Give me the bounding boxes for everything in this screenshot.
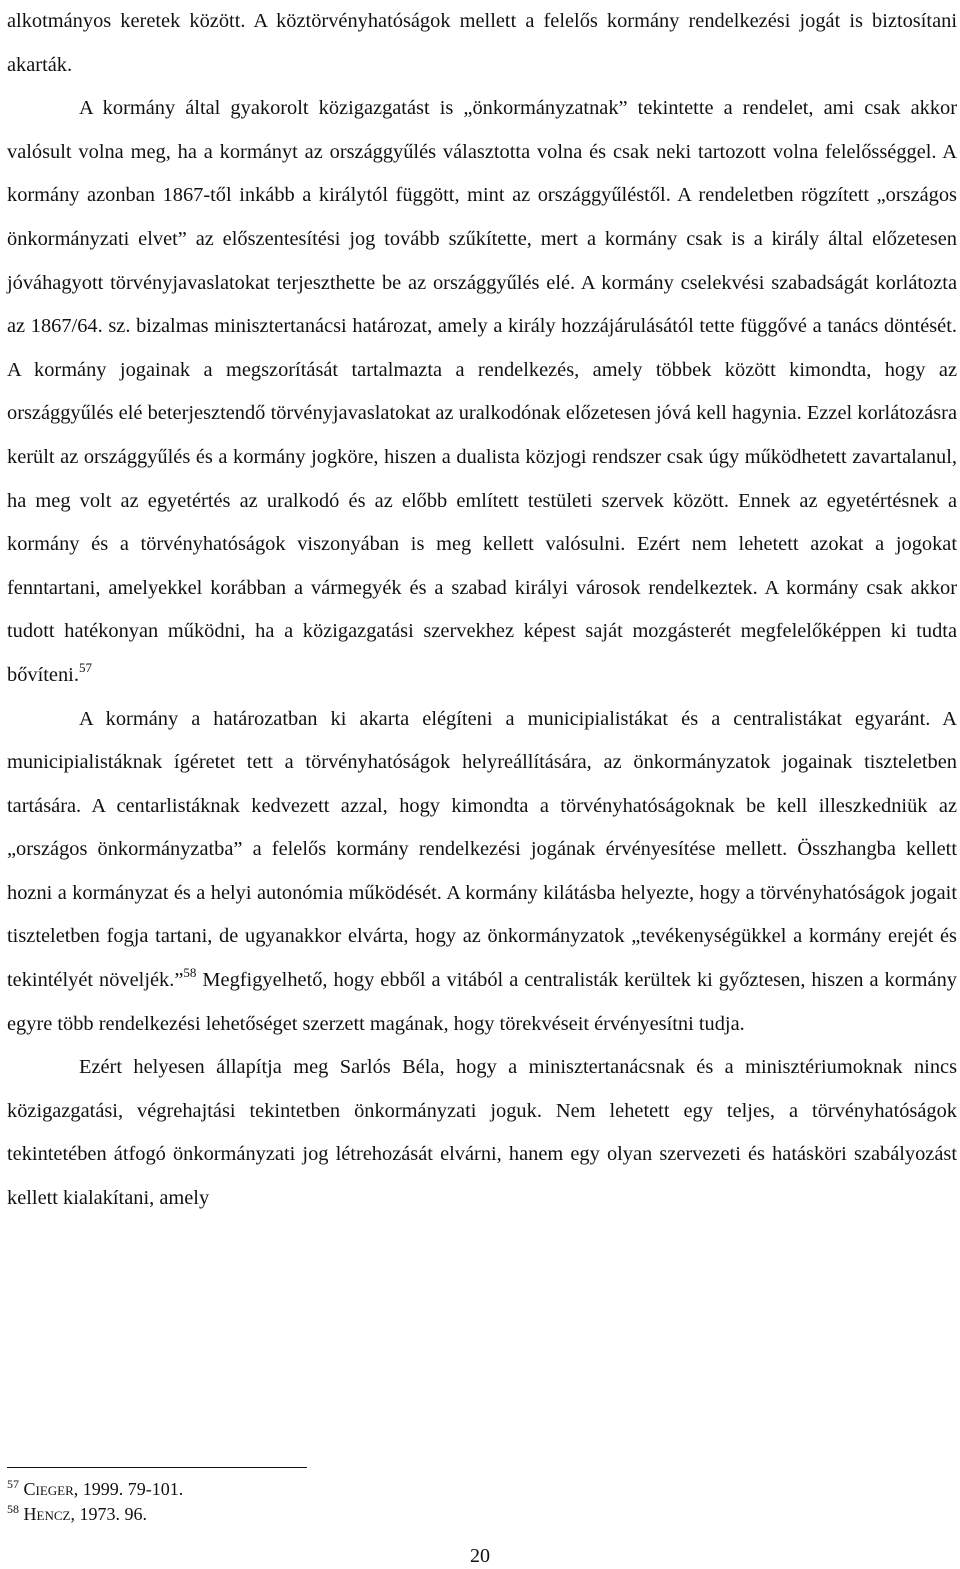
- footnote-number: 57: [7, 1477, 19, 1491]
- paragraph-text: A kormány által gyakorolt közigazgatást is „önkormányzatnak” tekintette a rendelet, ami csak akkor valósult volna meg, ha a kormányt az országgyűlés választotta volna és csak neki tartozott volna felelősséggel. A kormány azonban 1867-től inkább a királytól függött, mint az országgyűléstől. A rendeletben rögzített „országos önkormányzati elvet” az előszentesítési jog tovább szűkítette, mert a kormány csak is a király által előzetesen jóváhagyott törvényjavaslatokat terjeszthette be az országgyűlés elé. A kormány cselekvési szabadságát korlátozta az 1867/64. sz. bizalmas minisztertanácsi határozat, amely a király hozzájárulásától tette függővé a tanács döntését. A kormány jogainak a megszorítását tartalmazta a rendelkezés, amely többek között kimondta, hogy az országgyűlés elé beterjesztendő törvényjavaslatokat az uralkodónak előzetesen jóvá kell hagynia. Ezzel korlátozásra került az országgyűlés és a kormány jogköre, hiszen a dualista közjogi rendszer csak úgy működhetett zavartalanul, ha meg volt az egyetértés az uralkodó és az előbb említett testületi szervek között. Ennek az egyetértésnek a kormány és a törvényhatóságok viszonyában is meg kellett valósulni. Ezért nem lehetett azokat a jogokat fenntartani, amelyekkel korábban a vármegyék és a szabad királyi városok rendelkeztek. A kormány csak akkor tudott hatékonyan működni, ha a közigazgatási szervekhez képest saját mozgásterét megfelelőképpen ki tudta bővíteni.: [7, 97, 957, 686]
- body-text: [7, 0, 957, 1221]
- footnote-ref[interactable]: 58: [183, 965, 197, 981]
- footnote-divider: [7, 1467, 307, 1468]
- footnote-author: Hencz: [23, 1504, 71, 1524]
- document-page: [7, 0, 957, 1221]
- footnote-text: , 1973. 96.: [70, 1504, 147, 1524]
- page-number: 20: [470, 1545, 490, 1567]
- paragraph: [7, 87, 957, 697]
- paragraph: Ezért helyesen állapítja meg Sarlós Béla, hogy a minisztertanácsnak és a minisztériumoknak nincs közigazgatási, végrehajtási tekintetben önkormányzati joguk. Nem lehetett egy teljes, a törvényhatóságok tekintetében átfogó önkormányzati jog létrehozását elvárni, hanem egy olyan szervezeti és hatásköri szabályozást kellett kialakítani, amely: [7, 1056, 957, 1210]
- footnote: [7, 1502, 183, 1527]
- footnote: [7, 1477, 183, 1502]
- footnote-ref[interactable]: 57: [78, 659, 92, 675]
- paragraph: [7, 698, 957, 1047]
- footnotes: [7, 1477, 183, 1527]
- footnote-number: 58: [7, 1502, 19, 1516]
- footnote-text: , 1999. 79-101.: [73, 1479, 184, 1499]
- paragraph-text: A kormány a határozatban ki akarta elégíteni a municipialistákat és a centralistákat egyaránt. A municipialistáknak ígéretet tett a törvényhatóságok helyreállítására, az önkormányzatok jogainak tiszteletben tartására. A centarlistáknak kedvezett azzal, hogy kimondta a törvényhatóságoknak be kell illeszkedniük az „országos önkormányzatba” a felelős kormány rendelkezési jogának érvényesítése mellett. Összhangba kellett hozni a kormányzat és a helyi autonómia működését. A kormány kilátásba helyezte, hogy a törvényhatóságok jogait tiszteletben fogja tartani, de ugyanakkor elvárta, hogy az önkormányzatok „tevékenységükkel a kormány erejét és tekintélyét növeljék.”: [7, 707, 957, 992]
- footnote-author: Cieger: [23, 1479, 74, 1499]
- paragraph-text: Megfigyelhető, hogy ebből a vitából a centralisták kerültek ki győztesen, hiszen a kormány egyre több rendelkezési lehetőséget szerzett magának, hogy törekvéseit érvényesítni tudja.: [7, 969, 957, 1035]
- paragraph-continuation: alkotmányos keretek között. A köztörvényhatóságok mellett a felelős kormány rendelkezési jogát is biztosítani akarták.: [7, 10, 957, 76]
